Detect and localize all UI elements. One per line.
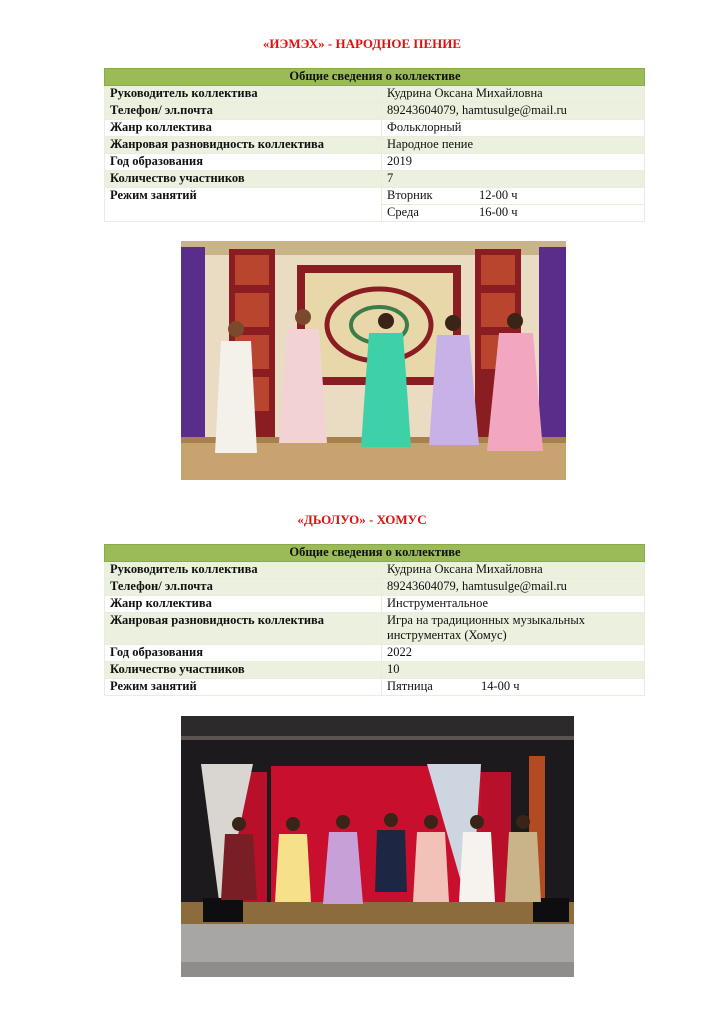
- row-key-leader: Руководитель коллектива: [105, 86, 382, 103]
- row-key-year: Год образования: [105, 154, 382, 171]
- schedule-day: Вторник: [387, 188, 433, 202]
- row-key-leader: Руководитель коллектива: [105, 562, 382, 579]
- row-key-genre: Жанр коллектива: [105, 120, 382, 137]
- schedule-entry: [382, 679, 645, 696]
- row-key-contacts: Телефон/ эл.почта: [105, 103, 382, 120]
- row-key-contacts: Телефон/ эл.почта: [105, 579, 382, 596]
- schedule-time: 14-00 ч: [481, 679, 520, 693]
- row-key-members: Количество участников: [105, 662, 382, 679]
- row-key-schedule: Режим занятий: [105, 679, 382, 696]
- schedule-day: Среда: [387, 205, 419, 219]
- row-value-leader: Кудрина Оксана Михайловна: [382, 562, 645, 579]
- schedule-entry: [382, 188, 645, 205]
- row-value-genre: Инструментальное: [382, 596, 645, 613]
- photo-iemekh-performance: [181, 241, 566, 480]
- info-table-iemekh: [104, 68, 645, 222]
- photo-dyoluo-performance: [181, 716, 574, 977]
- section-title-iemekh: «ИЭМЭХ» - НАРОДНОЕ ПЕНИЕ: [262, 36, 462, 51]
- schedule-day: Пятница: [387, 679, 433, 693]
- row-value-members: 7: [382, 171, 645, 188]
- row-key-members: Количество участников: [105, 171, 382, 188]
- row-value-members: 10: [382, 662, 645, 679]
- row-value-contacts: 89243604079, hamtusulge@mail.ru: [382, 103, 645, 120]
- row-value-year: 2022: [382, 645, 645, 662]
- row-value-year: 2019: [382, 154, 645, 171]
- row-key-schedule: Режим занятий: [105, 188, 382, 222]
- schedule-time: 12-00 ч: [479, 188, 518, 202]
- row-key-year: Год образования: [105, 645, 382, 662]
- row-value-subgenre: Народное пение: [382, 137, 645, 154]
- row-value-contacts: 89243604079, hamtusulge@mail.ru: [382, 579, 645, 596]
- schedule-entry: [382, 205, 645, 222]
- info-table-dyoluo: [104, 544, 645, 696]
- row-value-leader: Кудрина Оксана Михайловна: [382, 86, 645, 103]
- section-title-dyoluo: «ДЬОЛУО» - ХОМУС: [297, 512, 427, 527]
- table-header: Общие сведения о коллективе: [105, 545, 645, 562]
- row-value-genre: Фольклорный: [382, 120, 645, 137]
- table-header: Общие сведения о коллективе: [105, 69, 645, 86]
- row-key-subgenre: Жанровая разновидность коллектива: [105, 137, 382, 154]
- row-key-genre: Жанр коллектива: [105, 596, 382, 613]
- schedule-time: 16-00 ч: [479, 205, 518, 219]
- row-value-subgenre: Игра на традиционных музыкальных инструментах (Хомус): [382, 613, 645, 645]
- row-key-subgenre: Жанровая разновидность коллектива: [105, 613, 382, 645]
